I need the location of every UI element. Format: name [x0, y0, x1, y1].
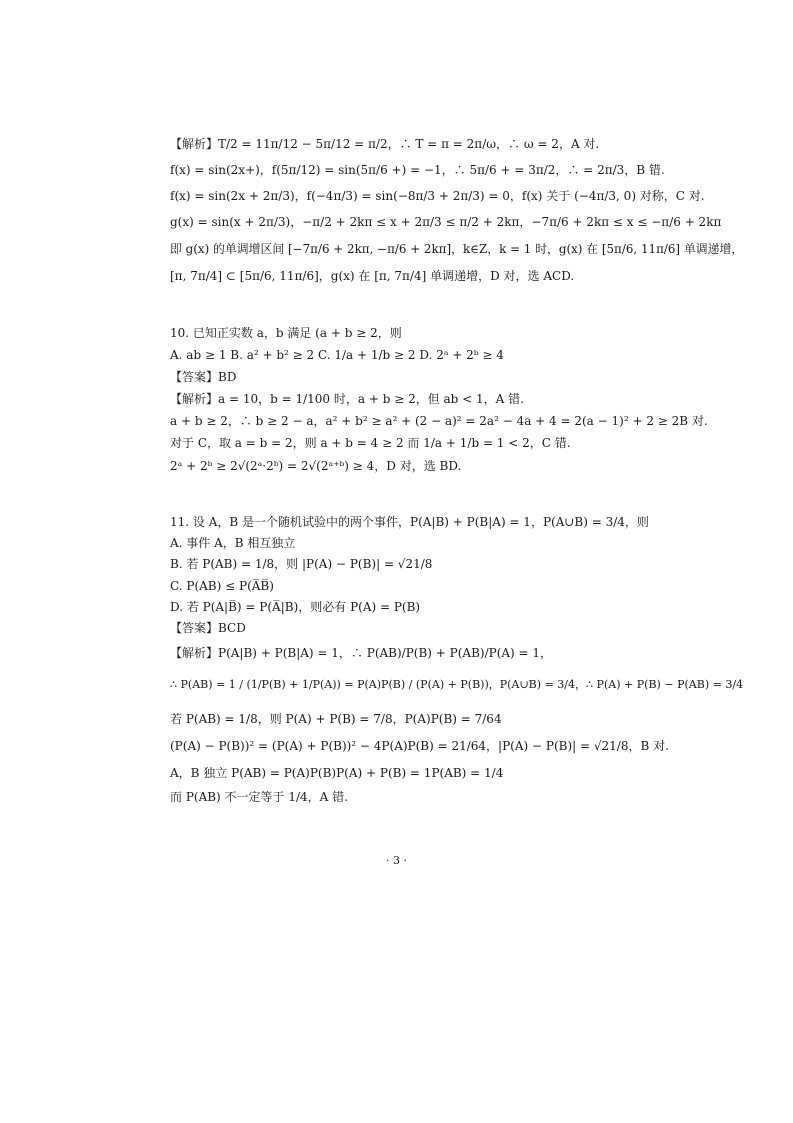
option-d: D. 若 P(A|B̅) = P(A̅|B)，则必有 P(A) = P(B) — [170, 600, 421, 614]
text-line: f(x) = sin(2x+)，f(5π/12) = sin(5π/6 +) = −1，∴ 5π/6 + = 3π/2，∴ = 2π/3，B 错. — [170, 163, 665, 177]
page-number: · 3 · — [386, 854, 407, 867]
text-line: 【解析】P(A|B) + P(B|A) = 1，∴ P(AB)/P(B) + P(AB)/P(A) = 1， — [170, 646, 553, 660]
text-line: a + b ≥ 2，∴ b ≥ 2 − a，a² + b² ≥ a² + (2 − a)² = 2a² − 4a + 4 = 2(a − 1)² + 2 ≥ 2B 对. — [170, 414, 708, 428]
text-line: [π, 7π/4] ⊂ [5π/6, 11π/6]，g(x) 在 [π, 7π/4] 单调递增，D 对，选 ACD. — [170, 269, 575, 283]
text-line: A，B 独立 P(AB) = P(A)P(B)P(A) + P(B) = 1P(AB) = 1/4 — [170, 766, 504, 780]
question-stem: 10. 已知正实数 a，b 满足 (a + b ≥ 2，则 — [170, 326, 402, 340]
text-line: g(x) = sin(x + 2π/3)，−π/2 + 2kπ ≤ x + 2π/3 ≤ π/2 + 2kπ，−7π/6 + 2kπ ≤ x ≤ −π/6 + 2kπ — [170, 215, 722, 229]
text-line: 若 P(AB) = 1/8，则 P(A) + P(B) = 7/8，P(A)P(B) = 7/64 — [170, 712, 502, 726]
text-line: 2ᵃ + 2ᵇ ≥ 2√(2ᵃ·2ᵇ) = 2√(2ᵃ⁺ᵇ) ≥ 4，D 对，选 BD. — [170, 459, 462, 473]
answer-key: 【答案】BCD — [170, 621, 246, 635]
option-a: A. 事件 A，B 相互独立 — [170, 536, 296, 550]
text-line: 即 g(x) 的单调增区间 [−7π/6 + 2kπ, −π/6 + 2kπ]，k∈Z，k = 1 时，g(x) 在 [5π/6, 11π/6] 单调递增， — [170, 242, 744, 256]
text-line: 【解析】a = 10，b = 1/100 时，a + b ≥ 2，但 ab < 1，A 错. — [170, 392, 524, 406]
text-line: 而 P(AB) 不一定等于 1/4，A 错. — [170, 790, 348, 804]
text-line: f(x) = sin(2x + 2π/3)，f(−4π/3) = sin(−8π/3 + 2π/3) = 0，f(x) 关于 (−4π/3, 0) 对称，C 对. — [170, 189, 705, 203]
answer-options: A. ab ≥ 1 B. a² + b² ≥ 2 C. 1/a + 1/b ≥ 2 D. 2ᵃ + 2ᵇ ≥ 4 — [170, 348, 504, 362]
question-stem: 11. 设 A，B 是一个随机试验中的两个事件，P(A|B) + P(B|A) = 1，P(A∪B) = 3/4，则 — [170, 515, 649, 529]
text-line: 对于 C，取 a = b = 2，则 a + b = 4 ≥ 2 而 1/a + 1/b = 1 < 2，C 错. — [170, 436, 571, 450]
option-c: C. P(AB) ≤ P(A̅B̅) — [170, 579, 274, 593]
text-line: ∴ P(AB) = 1 / (1/P(B) + 1/P(A)) = P(A)P(B) / (P(A) + P(B))，P(A∪B) = 3/4，∴ P(A) + P(B) − P(AB) = 3/4 — [170, 678, 744, 691]
option-b: B. 若 P(AB) = 1/8，则 |P(A) − P(B)| = √21/8 — [170, 557, 433, 571]
answer-key: 【答案】BD — [170, 370, 237, 384]
text-line: (P(A) − P(B))² = (P(A) + P(B))² − 4P(A)P(B) = 21/64，|P(A) − P(B)| = √21/8，B 对. — [170, 739, 669, 753]
text-line: 【解析】T/2 = 11π/12 − 5π/12 = π/2，∴ T = π = 2π/ω，∴ ω = 2，A 对. — [170, 137, 600, 151]
